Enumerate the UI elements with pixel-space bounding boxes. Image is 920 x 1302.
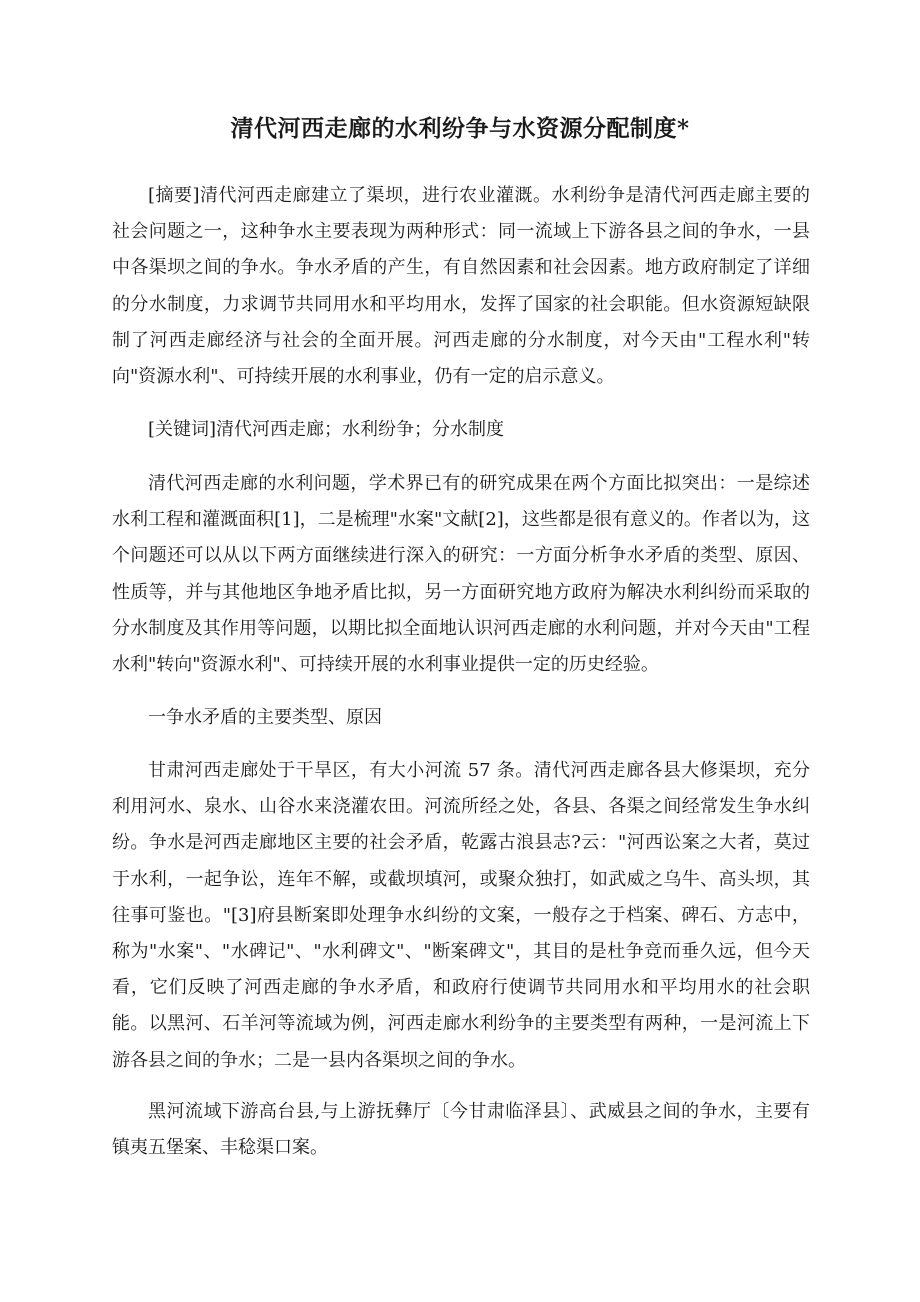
intro-paragraph: 清代河西走廊的水利问题，学术界已有的研究成果在两个方面比拟突出：一是综述水利工程和灌溉面积[1]，二是梳理"水案"文献[2]，这些都是很有意义的。作者以为，这个问题还可以从以下两方面继续进行深入的研究：一方面分析争水矛盾的类型、原因、性质等，并与其他地区争地矛盾比拟，另一方面研究地方政府为解决水利纠纷而采取的分水制度及其作用等问题，以期比拟全面地认识河西走廊的水利问题，并对今天由"工程水利"转向"资源水利"、可持续开展的水利事业提供一定的历史经验。 [112, 473, 810, 676]
page-title: 清代河西走廊的水利纷争与水资源分配制度* [230, 115, 690, 142]
keywords-paragraph: [关键词]清代河西走廊；水利纷争；分水制度 [148, 419, 505, 440]
body-paragraph: 甘肃河西走廊处于干旱区，有大小河流 57 条。清代河西走廊各县大修渠坝，充分利用河水、泉水、山谷水来浇灌农田。河流所经之处，各县、各渠之间经常发生争水纠纷。争水是河西走廊地区主要的社会矛盾，乾露古浪县志?云："河西讼案之大者，莫过于水利，一起争讼，连年不解，或截坝填河，或聚众独打，如武威之乌牛、高头坝，其往事可鉴也。"[3]府县断案即处理争水纠纷的文案，一般存之于档案、碑石、方志中，称为"水案"、"水碑记"、"水利碑文"、"断案碑文"，其目的是杜争竞而垂久远，但今天看，它们反映了河西走廊的争水矛盾，和政府行使调节共同用水和平均用水的社会职能。以黑河、石羊河等流域为例，河西走廊水利纷争的主要类型有两种，一是河流上下游各县之间的争水；二是一县内各渠坝之间的争水。 [112, 760, 810, 1071]
section-heading: 一争水矛盾的主要类型、原因 [148, 707, 382, 728]
abstract-paragraph: [摘要]清代河西走廊建立了渠坝，进行农业灌溉。水利纷争是清代河西走廊主要的社会问题之一，这种争水主要表现为两种形式：同一流域上下游各县之间的争水，一县中各渠坝之间的争水。争水矛盾的产生，有自然因素和社会因素。地方政府制定了详细的分水制度，力求调节共同用水和平均用水，发挥了国家的社会职能。但水资源短缺限制了河西走廊经济与社会的全面开展。河西走廊的分水制度，对今天由"工程水利"转向"资源水利"、可持续开展的水利事业，仍有一定的启示意义。 [112, 185, 810, 388]
body-paragraph: 黑河流域下游高台县,与上游抚彝厅〔今甘肃临泽县〕、武威县之间的争水，主要有镇夷五堡案、丰稔渠口案。 [112, 1101, 810, 1159]
